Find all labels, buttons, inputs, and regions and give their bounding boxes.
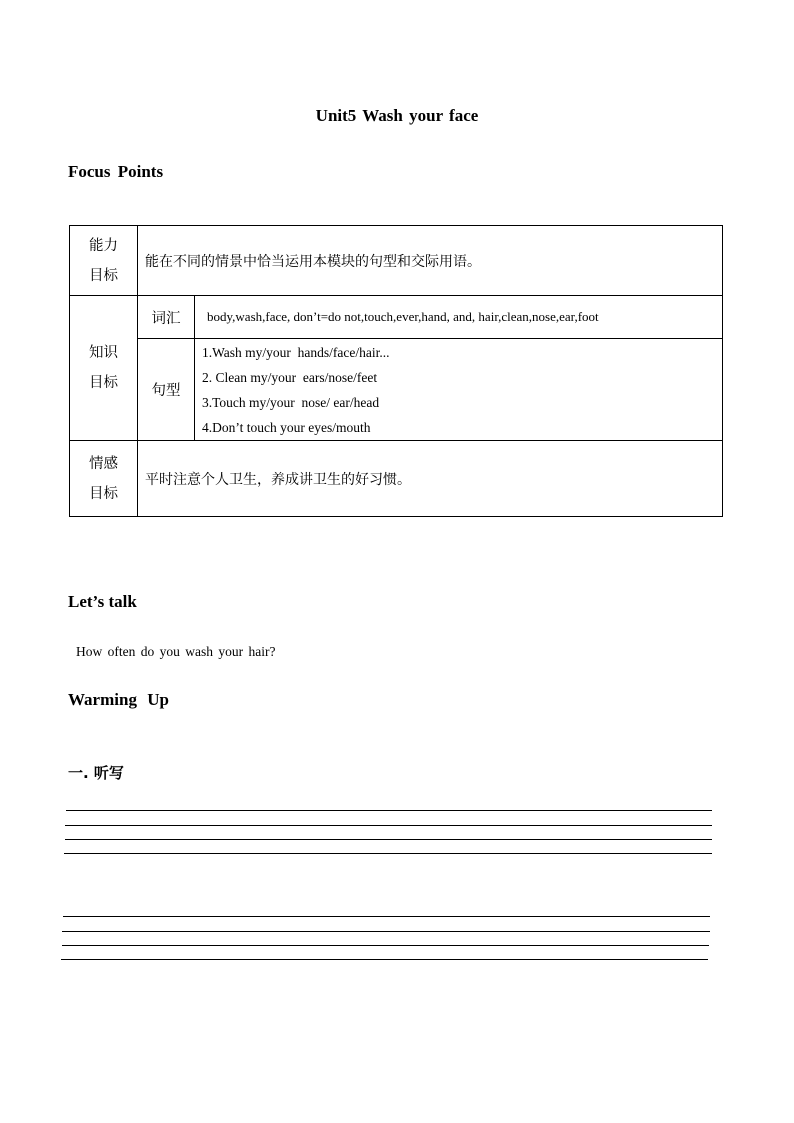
knowledge-label-line-2: 目标	[89, 375, 118, 391]
focus-points-table	[69, 225, 723, 517]
ability-row	[70, 226, 723, 296]
emotion-goal-label	[70, 441, 138, 517]
writing-line	[62, 945, 709, 946]
lets-talk-heading: Let’s talk	[68, 592, 137, 611]
writing-line	[65, 825, 712, 826]
page-title: Unit5 Wash your face	[315, 106, 479, 125]
emotion-label-line-1: 情感	[89, 455, 118, 472]
sentence-item: 2. Clean my/your ears/nose/feet	[202, 369, 378, 385]
sentence-label: 句型	[138, 339, 195, 441]
warming-up-heading: Warming Up	[68, 690, 169, 709]
writing-line	[64, 853, 712, 854]
ability-goal-label	[70, 226, 138, 296]
ability-label-line-2: 目标	[89, 267, 118, 284]
ability-goal-text: 能在不同的情景中恰当运用本模块的句型和交际用语。	[138, 226, 723, 296]
knowledge-goal-label	[70, 296, 138, 441]
knowledge-label-line-1: 知识	[89, 345, 118, 361]
sentence-list	[195, 339, 723, 441]
writing-line	[66, 810, 712, 811]
talk-question: How often do you wash your hair?	[76, 644, 276, 659]
ability-label-line-1: 能力	[89, 237, 118, 254]
emotion-label-line-2: 目标	[89, 485, 118, 502]
vocab-label: 词汇	[138, 296, 195, 339]
emotion-goal-text: 平时注意个人卫生，养成讲卫生的好习惯。	[138, 441, 723, 517]
writing-line	[65, 839, 712, 840]
vocab-text: body,wash,face, don’t=do not,touch,ever,hand, and, hair,clean,nose,ear,foot	[195, 296, 723, 339]
dictation-heading: 一. 听写	[68, 764, 124, 782]
sentence-item: 1.Wash my/your hands/face/hair...	[202, 344, 390, 360]
focus-points-heading: Focus Points	[68, 162, 164, 181]
emotion-row	[70, 441, 723, 517]
writing-line	[63, 916, 710, 917]
sentence-row	[70, 339, 723, 441]
writing-line	[61, 959, 708, 960]
vocab-row	[70, 296, 723, 339]
sentence-item: 3.Touch my/your nose/ ear/head	[202, 394, 380, 410]
writing-line	[62, 931, 710, 932]
sentence-item: 4.Don’t touch your eyes/mouth	[202, 419, 371, 435]
